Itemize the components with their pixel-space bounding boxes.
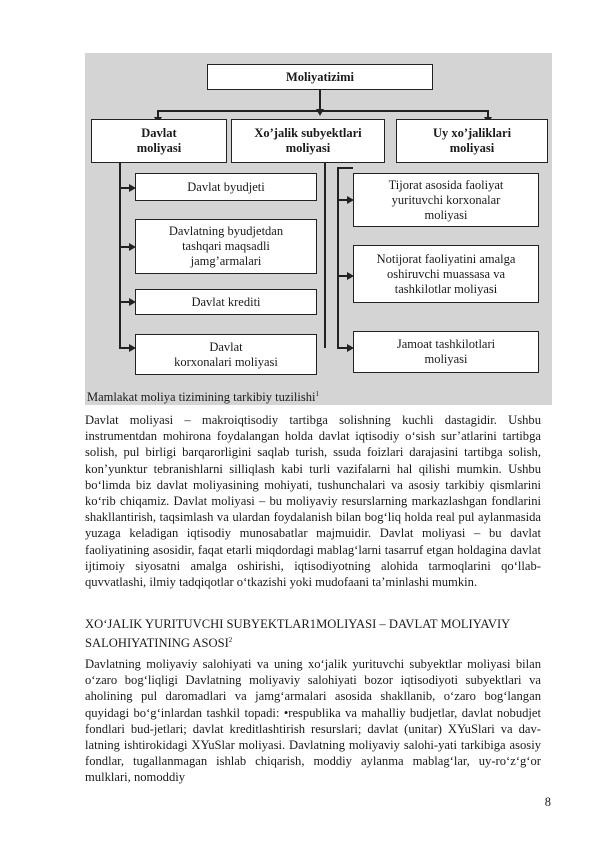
connector [119, 163, 121, 348]
xojalik-subyektlari-box: Xo’jalik subyektlari moliyasi [231, 119, 385, 163]
section-heading [85, 616, 541, 652]
notijorat-muassasa-box: Notijorat faoliyatini amalga oshiruvchi muassasa va tashkilotlar moliyasi [353, 245, 539, 303]
connector [337, 167, 339, 348]
heading-footnote: 2 [228, 636, 233, 645]
moliya-tizimi-diagram [85, 53, 552, 383]
davlat-korxonalari-box: Davlat korxonalari moliyasi [135, 334, 317, 375]
paragraph-2: Davlatning moliyaviy salohiyati va uning xo‘jalik yurituvchi subyektlar moliyasi bilan o‘zaro bog‘liqligi Davlatning moliyaviy salohiyati bozor iqtisodiyoti subyektlari va aholining pul daromadlari va jamg‘armalari asosida shakllanib, o‘zaro bog‘langan quyidagi bo‘g‘inlardan tashkil topadi: •respublika va mahalliy budjetlar, davlat nobudjet fondlari bud-jetlari; davlat kreditlashtirish resurslari; davlat (unitar) XYuSlari va dav-latning ishtirokidagi XYuSlar moliyasi. Davlatning moliyaviy salohi-yati tarkibiga asosiy fondlar, tugallanmagan ishlab chiqarish, moddiy aylanma mablag‘lar, uy-ro‘z‘g‘or mulklari, nomoddiy [85, 657, 541, 785]
uy-xojaliklari-box: Uy xo’jaliklari moliyasi [396, 119, 548, 163]
caption-text: Mamlakat moliya tizimining tarkibiy tuzilishi [87, 390, 316, 405]
connector [324, 163, 326, 348]
byudjetdan-tashqari-box: Davlatning byudjetdan tashqari maqsadli jamg’armalari [135, 219, 317, 274]
page-number: 8 [544, 795, 551, 809]
arrow-down-icon [316, 109, 324, 116]
heading-text: XO‘JALIK YURITUVCHI SUBYEKTLAR1MOLIYASI – DAVLAT MOLIYAVIY SALOHIYATINING ASOSI [85, 617, 510, 651]
caption-footnote: 1 [315, 390, 319, 398]
jamoat-tashkilotlari-box: Jamoat tashkilotlari moliyasi [353, 331, 539, 373]
davlat-moliyasi-box: Davlat moliyasi [91, 119, 227, 163]
paragraph-1: Davlat moliyasi – makroiqtisodiy tartibga solishning kuchli dastagidir. Ushbu instrumentdan mohirona foydalangan holda davlat iqtisodiy o‘sish sur’atlarini tartibga solish, pul birligi barqarorligini saqlab turish, ssuda foizlari darajasini tartibga solish, kon’yunktur tebranishlarni silliqlash kabi turli vazifalarni hal qilishi mumkin. Ushbu bo‘limda biz davlat moliyasining mohiyati, tushunchalari va asosiy tarkibiy qismlarini ko‘rib chiqamiz. Davlat moliyasi – bu moliyaviy resurslarning markazlashgan fondlarini shakllantirish, taqsimlash va ulardan foydalanish bilan bog‘liq holda real pul aylanmasida yuzaga keladigan iqtisodiy munosabatlar majmuidir. Davlat moliyasi – bu davlat faoliyatining asosidir, faqat etarli miqdordagi mablag‘larni tasarruf etgan holdagina davlat ijtimoiy siyosatni amalga oshirishi, iqtisodiyotning alohida tarmoqlarini qo‘llab-quvvatlashi, ilmiy tadqiqotlar o‘tkazishi yoki mudofaani ta’minlashi mumkin. [85, 413, 541, 590]
tijorat-korxonalar-box: Tijorat asosida faoliyat yurituvchi korxonalar moliyasi [353, 173, 539, 227]
davlat-krediti-box: Davlat krediti [135, 289, 317, 315]
connector [337, 167, 353, 169]
connector [319, 90, 321, 110]
root-box: Moliyatizimi [207, 64, 433, 90]
diagram-caption [85, 383, 552, 405]
davlat-byudjeti-box: Davlat byudjeti [135, 173, 317, 201]
